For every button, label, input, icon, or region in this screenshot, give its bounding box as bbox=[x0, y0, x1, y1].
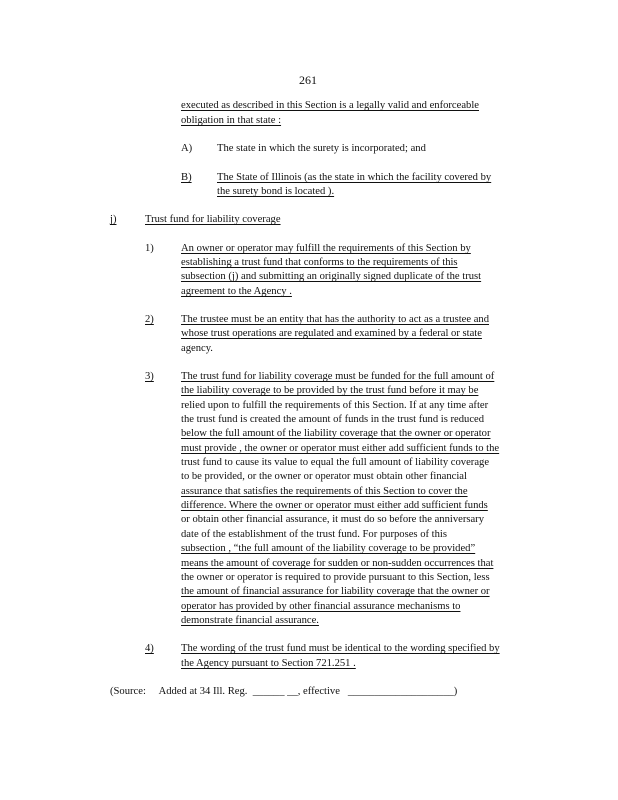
source-blank-1: ______ __ bbox=[252, 686, 298, 697]
item-2-marker: 2) bbox=[145, 314, 154, 325]
item-3-line-10: difference. Where the owner or operator must either add sufficient funds bbox=[181, 500, 488, 511]
item-2-line-2: whose trust operations are regulated and examined by a federal or state bbox=[181, 328, 482, 339]
item-3-line-3: relied upon to fulfill the requirements of this Section. If at any time after bbox=[181, 400, 489, 411]
item-3-line-15: the owner or operator is required to provide pursuant to this Section, less bbox=[181, 572, 490, 583]
item-4-line-1: The wording of the trust fund must be identical to the wording specified by bbox=[181, 643, 500, 654]
item-3-line-1: The trust fund for liability coverage must be funded for the full amount of bbox=[181, 371, 495, 382]
item-2-line-1: The trustee must be an entity that has the authority to act as a trustee and bbox=[181, 314, 490, 325]
item-4-marker: 4) bbox=[145, 643, 154, 654]
item-3-line-8: to be provided, or the owner or operator must obtain other financial bbox=[181, 471, 467, 482]
item-1-line-3: subsection (j) and submitting an originally signed duplicate of the trust bbox=[181, 271, 482, 282]
item-3-line-9: assurance that satisfies the requirements of this Section to cover the bbox=[181, 486, 468, 497]
source-blank-2: ____________________ bbox=[347, 686, 454, 697]
section-j-marker: j) bbox=[110, 214, 117, 225]
item-3-line-2: the liability coverage to be provided by the trust fund before it may be bbox=[181, 385, 479, 396]
source-prefix: (Source: bbox=[110, 686, 146, 697]
item-1-marker: 1) bbox=[145, 243, 154, 254]
list-a-marker: A) bbox=[181, 143, 193, 154]
page-number: 261 bbox=[299, 73, 317, 87]
item-3-marker: 3) bbox=[145, 371, 154, 382]
item-3-line-16: the amount of financial assurance for liability coverage that the owner or bbox=[181, 586, 490, 597]
list-a-text: The state in which the surety is incorporated; and bbox=[217, 143, 426, 154]
item-3-line-5: below the full amount of the liability coverage that the owner or operator bbox=[181, 428, 491, 439]
item-1-line-1: An owner or operator may fulfill the requirements of this Section by bbox=[181, 243, 471, 254]
intro-line-2: obligation in that state : bbox=[181, 115, 282, 126]
list-b-line-2: the surety bond is located ). bbox=[217, 186, 335, 197]
item-3-line-17: operator has provided by other financial assurance mechanisms to bbox=[181, 601, 461, 612]
item-3-line-13: subsection , “the full amount of the liability coverage to be provided” bbox=[181, 543, 476, 554]
source-note bbox=[110, 685, 457, 699]
item-3-line-7: trust fund to cause its value to equal the full amount of liability coverage bbox=[181, 457, 490, 468]
item-1-line-2: establishing a trust fund that conforms to the requirements of this bbox=[181, 257, 458, 268]
item-4-line-2: the Agency pursuant to Section 721.251 . bbox=[181, 658, 356, 669]
item-3-line-4: the trust fund is created the amount of funds in the trust fund is reduced bbox=[181, 414, 485, 425]
list-b-marker: B) bbox=[181, 172, 192, 183]
source-suffix: ) bbox=[453, 686, 458, 697]
list-b-line-1: The State of Illinois (as the state in which the facility covered by bbox=[217, 172, 492, 183]
item-3-line-18: demonstrate financial assurance. bbox=[181, 615, 319, 626]
item-3-line-12: date of the establishment of the trust fund. For purposes of this bbox=[181, 529, 447, 540]
section-j-heading: Trust fund for liability coverage bbox=[145, 214, 281, 225]
item-3-line-6: must provide , the owner or operator must either add sufficient funds to the bbox=[181, 443, 500, 454]
item-2-line-3: agency. bbox=[181, 343, 213, 354]
item-1-line-4: agreement to the Agency . bbox=[181, 286, 292, 297]
intro-line-1: executed as described in this Section is a legally valid and enforceable bbox=[181, 100, 479, 111]
item-3-line-11: or obtain other financial assurance, it must do so before the anniversary bbox=[181, 514, 484, 525]
item-3-line-14: means the amount of coverage for sudden or non-sudden occurrences that bbox=[181, 558, 494, 569]
source-effective-text: , effective bbox=[297, 686, 340, 697]
source-added-text: Added at 34 Ill. Reg. bbox=[158, 686, 248, 697]
